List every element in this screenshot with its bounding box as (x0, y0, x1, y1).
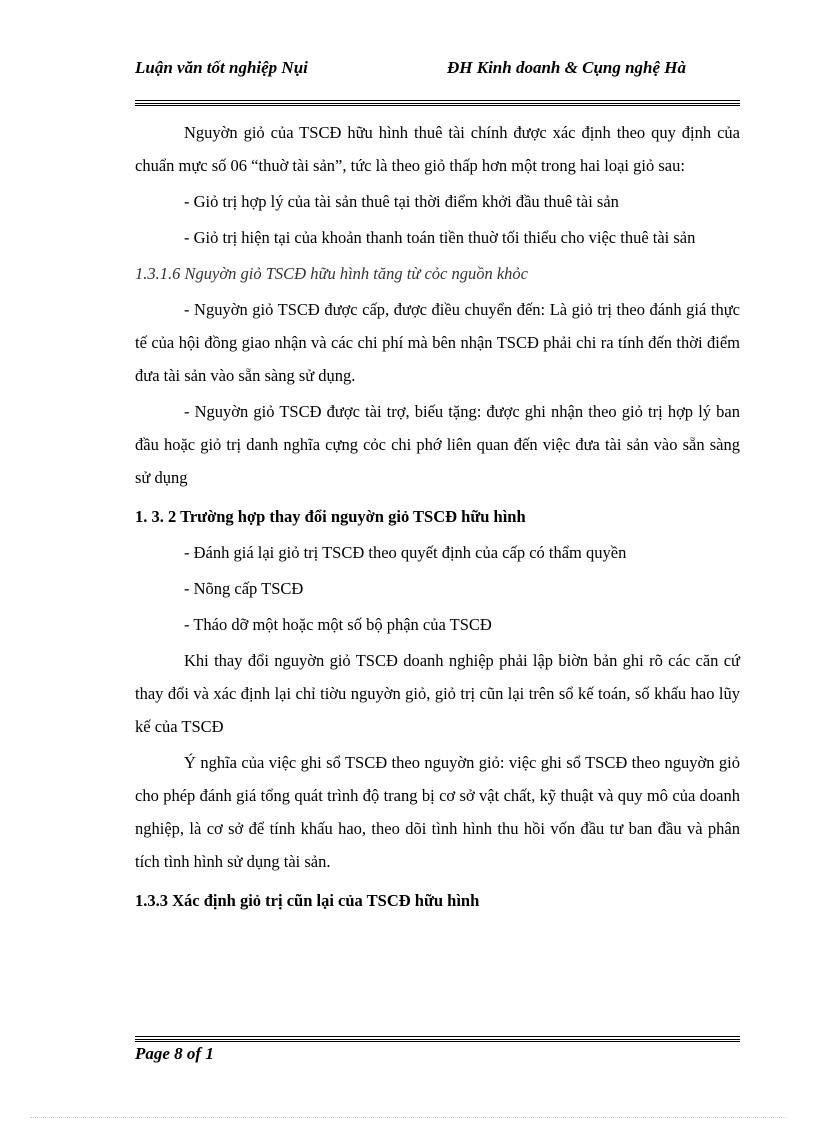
list-item-2: - Nõng cấp TSCĐ (184, 579, 304, 598)
header-rule-double (135, 103, 740, 106)
page-header (135, 56, 740, 104)
paragraph-7: Ý nghĩa của việc ghi sổ TSCĐ theo nguyờn giỏ: việc ghi sổ TSCĐ theo nguyờn giỏ cho phép đánh giá tổng quát trình độ trang bị cơ sở vật chất, kỹ thuật và quy mô của doanh nghiệp, là cơ sở để tính khấu hao, theo dõi tình hình thu hồi vốn đầu tư ban đầu và phân tích tình hình sử dụng tài sản. (135, 753, 740, 871)
paragraph-5: - Nguyờn giỏ TSCĐ được tài trợ, biếu tặng: được ghi nhận theo giỏ trị hợp lý ban đầu hoặc giỏ trị danh nghĩa cựng cỏc chi phớ liên quan đến việc đưa tài sản vào sẵn sàng sử dụng (135, 402, 740, 487)
page-body (135, 116, 740, 920)
footer-rule-double (135, 1039, 740, 1042)
list-item-1: - Đánh giá lại giỏ trị TSCĐ theo quyết định của cấp có thẩm quyền (184, 543, 627, 562)
section-heading-132: 1. 3. 2 Trường hợp thay đổi nguyờn giỏ TSCĐ hữu hình (135, 507, 526, 526)
paragraph-3: - Giỏ trị hiện tại của khoản thanh toán tiền thuờ tối thiểu cho việc thuê tài sản (184, 228, 696, 247)
footer-rule-thin (135, 1036, 740, 1037)
subsection-heading-1316: 1.3.1.6 Nguyờn giỏ TSCĐ hữu hình tăng từ cỏc nguồn khỏc (135, 264, 528, 283)
paragraph-2: - Giỏ trị hợp lý của tài sản thuê tại thời điểm khởi đầu thuê tài sản (184, 192, 619, 211)
page-number: Page 8 of 1 (135, 1044, 214, 1063)
header-thesis-title: Luận văn tốt nghiệp Nụi (135, 58, 308, 77)
page-bottom-divider (30, 1117, 786, 1118)
paragraph-4: - Nguyờn giỏ TSCĐ được cấp, được điều chuyển đến: Là giỏ trị theo đánh giá thực tế của hội đồng giao nhận và các chi phí mà bên nhận TSCĐ phải chi ra tính đến thời điểm đưa tài sản vào sẵn sàng sử dụng. (135, 300, 740, 385)
header-university: ĐH Kinh doanh & Cụng nghệ Hà (447, 58, 687, 77)
section-heading-133: 1.3.3 Xác định giỏ trị cũn lại của TSCĐ hữu hình (135, 891, 480, 910)
list-item-3: - Tháo dỡ một hoặc một số bộ phận của TSCĐ (184, 615, 492, 634)
paragraph-1: Nguyờn giỏ của TSCĐ hữu hình thuê tài chính được xác định theo quy định của chuẩn mực số 06 “thuờ tài sản”, tức là theo giỏ thấp hơn một trong hai loại giỏ sau: (135, 123, 740, 175)
paragraph-6: Khi thay đổi nguyờn giỏ TSCĐ doanh nghiệp phải lập biờn bản ghi rõ các căn cứ thay đổi và xác định lại chỉ tiờu nguyờn giỏ, giỏ trị cũn lại trên sổ kế toán, số khấu hao lũy kế của TSCĐ (135, 651, 740, 736)
header-rule-thin (135, 100, 740, 101)
